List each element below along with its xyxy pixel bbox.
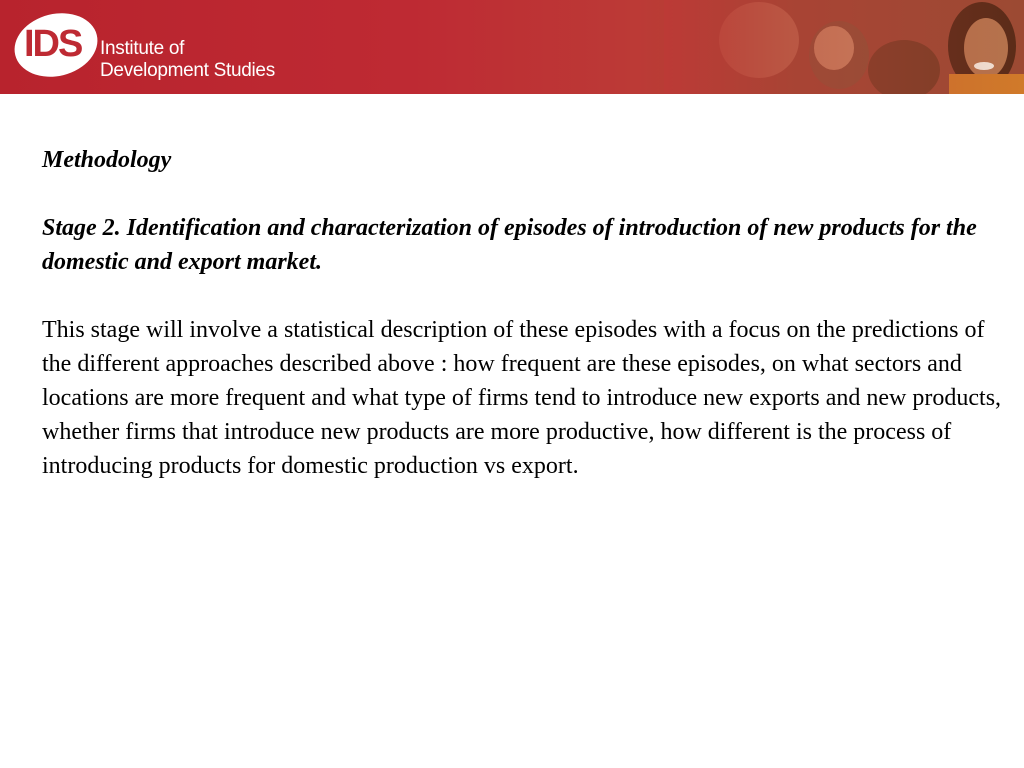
header-banner xyxy=(0,0,1024,94)
slide-heading: Methodology xyxy=(42,147,172,173)
stage-title: Stage 2. Identification and characterization of episodes of introduction of new products for the domestic and export market. xyxy=(42,215,977,275)
institution-name xyxy=(100,38,275,82)
institution-name-line2: Development Studies xyxy=(100,60,275,81)
header-photo xyxy=(664,0,1024,94)
slide-content xyxy=(42,143,1007,483)
institution-name-line1: Institute of xyxy=(100,38,185,59)
header-photo-image xyxy=(664,0,1024,94)
body-paragraph: This stage will involve a statistical description of these episodes with a focus on the predictions of the different approaches described above : how frequent are these episodes, on what sectors and locations are more frequent and what type of firms tend to introduce new exports and new products, whether firms that introduce new products are more productive, how different is the process of introducing products for domestic production vs export. xyxy=(42,317,1002,479)
logo-mark: IDS xyxy=(24,23,82,65)
